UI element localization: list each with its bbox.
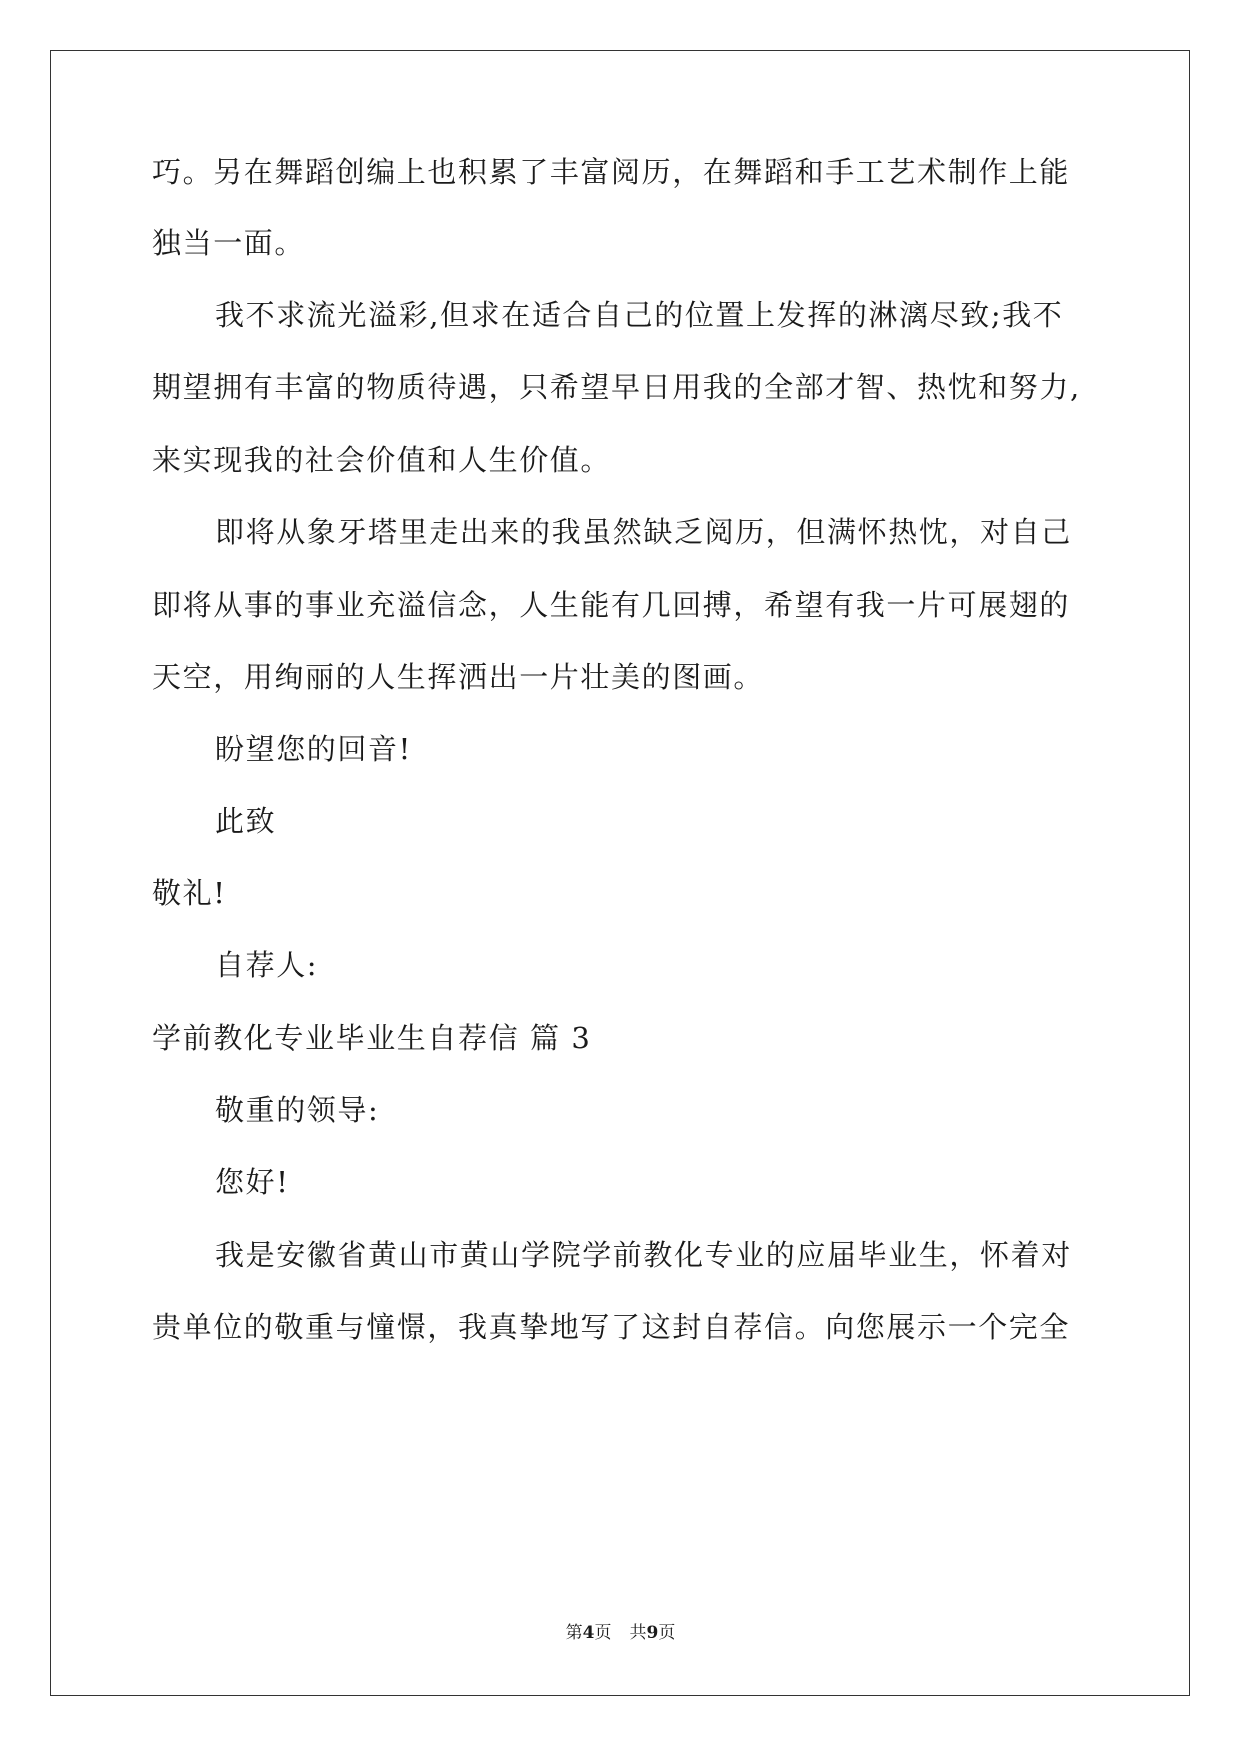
paragraph-line: 我是安徽省黄山市黄山学院学前教化专业的应届毕业生，怀着对 [215, 1238, 1072, 1272]
body-line: 来实现我的社会价值和人生价值。 [152, 443, 612, 477]
footer-prefix: 第 [565, 1623, 583, 1643]
body-line: 期望拥有丰富的物质待遇，只希望早日用我的全部才智、热忱和努力, [152, 370, 1081, 404]
closing-hope: 盼望您的回音! [215, 732, 412, 766]
paragraph-line: 即将从象牙塔里走出来的我虽然缺乏阅历，但满怀热忱，对自己 [215, 515, 1072, 549]
salutation-close: 此致 [215, 804, 277, 838]
total-pages-number: 9 [646, 1623, 659, 1643]
section-title: 学前教化专业毕业生自荐信 篇 3 [152, 1021, 592, 1055]
body-line: 即将从事的事业充溢信念，人生能有几回搏，希望有我一片可展翅的 [152, 588, 1071, 622]
current-page-number: 4 [582, 1623, 595, 1643]
salutation-regards: 敬礼! [152, 876, 227, 910]
footer-total-unit: 页 [658, 1623, 676, 1643]
paragraph-line: 我不求流光溢彩,但求在适合自己的位置上发挥的淋漓尽致;我不 [215, 298, 1064, 332]
body-line: 天空，用绚丽的人生挥洒出一片壮美的图画。 [152, 660, 765, 694]
footer-total-prefix: 共 [629, 1623, 647, 1643]
footer-page-unit: 页 [594, 1623, 612, 1643]
greeting-addressee: 敬重的领导: [215, 1093, 380, 1127]
page-footer [0, 1621, 1241, 1645]
greeting: 您好! [215, 1165, 290, 1199]
body-line: 巧。另在舞蹈创编上也积累了丰富阅历，在舞蹈和手工艺术制作上能 [152, 155, 1071, 189]
body-line: 独当一面。 [152, 226, 306, 260]
body-line: 贵单位的敬重与憧憬，我真挚地写了这封自荐信。向您展示一个完全 [152, 1310, 1071, 1344]
signature-label: 自荐人: [215, 948, 319, 982]
